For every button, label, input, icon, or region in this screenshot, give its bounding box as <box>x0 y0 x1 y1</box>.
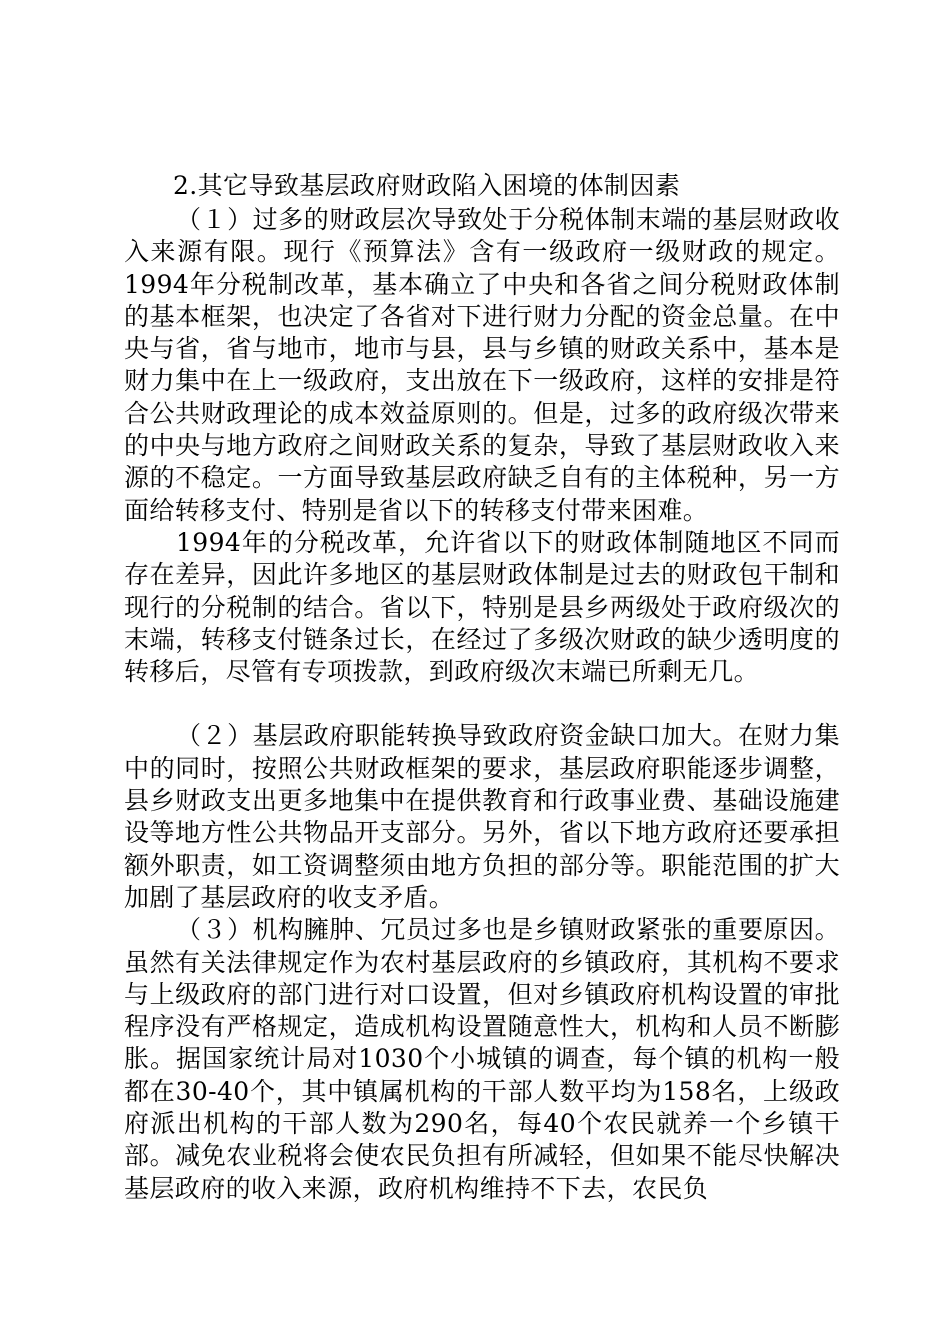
paragraph-1: （１）过多的财政层次导致处于分税体制末端的基层财政收入来源有限。现行《预算法》含有一级政府一级财政的规定。1994年分税制改革，基本确立了中央和各省之间分税财政体制的基本框架，也决定了各省对下进行财力分配的资金总量。在中央与省，省与地市，地市与县，县与乡镇的财政关系中，基本是财力集中在上一级政府，支出放在下一级政府，这样的安排是符合公共财政理论的成本效益原则的。但是，过多的政府级次带来的中央与地方政府之间财政关系的复杂，导致了基层财政收入来源的不稳定。一方面导致基层政府缺乏自有的主体税种，另一方面给转移支付、特别是省以下的转移支付带来困难。 <box>124 205 840 525</box>
paragraph-4: （３）机构臃肿、冗员过多也是乡镇财政紧张的重要原因。虽然有关法律规定作为农村基层政府的乡镇政府，其机构不要求与上级政府的部门进行对口设置，但对乡镇政府机构设置的审批程序没有严格规定，造成机构设置随意性大，机构和人员不断膨胀。据国家统计局对1030个小城镇的调查，每个镇的机构一般都在30-40个，其中镇属机构的干部人数平均为158名，上级政府派出机构的干部人数为290名，每40个农民就养一个乡镇干部。减免农业税将会使农民负担有所减轻，但如果不能尽快解决基层政府的收入来源，政府机构维持不下去，农民负 <box>124 915 840 1203</box>
paragraph-2: 1994年的分税改革，允许省以下的财政体制随地区不同而存在差异，因此许多地区的基层财政体制是过去的财政包干制和现行的分税制的结合。省以下，特别是县乡两级处于政府级次的末端，转移支付链条过长，在经过了多级次财政的缺少透明度的转移后，尽管有专项拨款，到政府级次末端已所剩无几。 <box>124 527 840 687</box>
document-body <box>124 168 840 1205</box>
section-heading: 2.其它导致基层政府财政陷入困境的体制因素 <box>173 171 681 200</box>
paragraph-3: （２）基层政府职能转换导致政府资金缺口加大。在财力集中的同时，按照公共财政框架的要求，基层政府职能逐步调整，县乡财政支出更多地集中在提供教育和行政事业费、基础设施建设等地方性公共物品开支部分。另外，省以下地方政府还要承担额外职责，如工资调整须由地方负担的部分等。职能范围的扩大加剧了基层政府的收支矛盾。 <box>124 721 840 912</box>
